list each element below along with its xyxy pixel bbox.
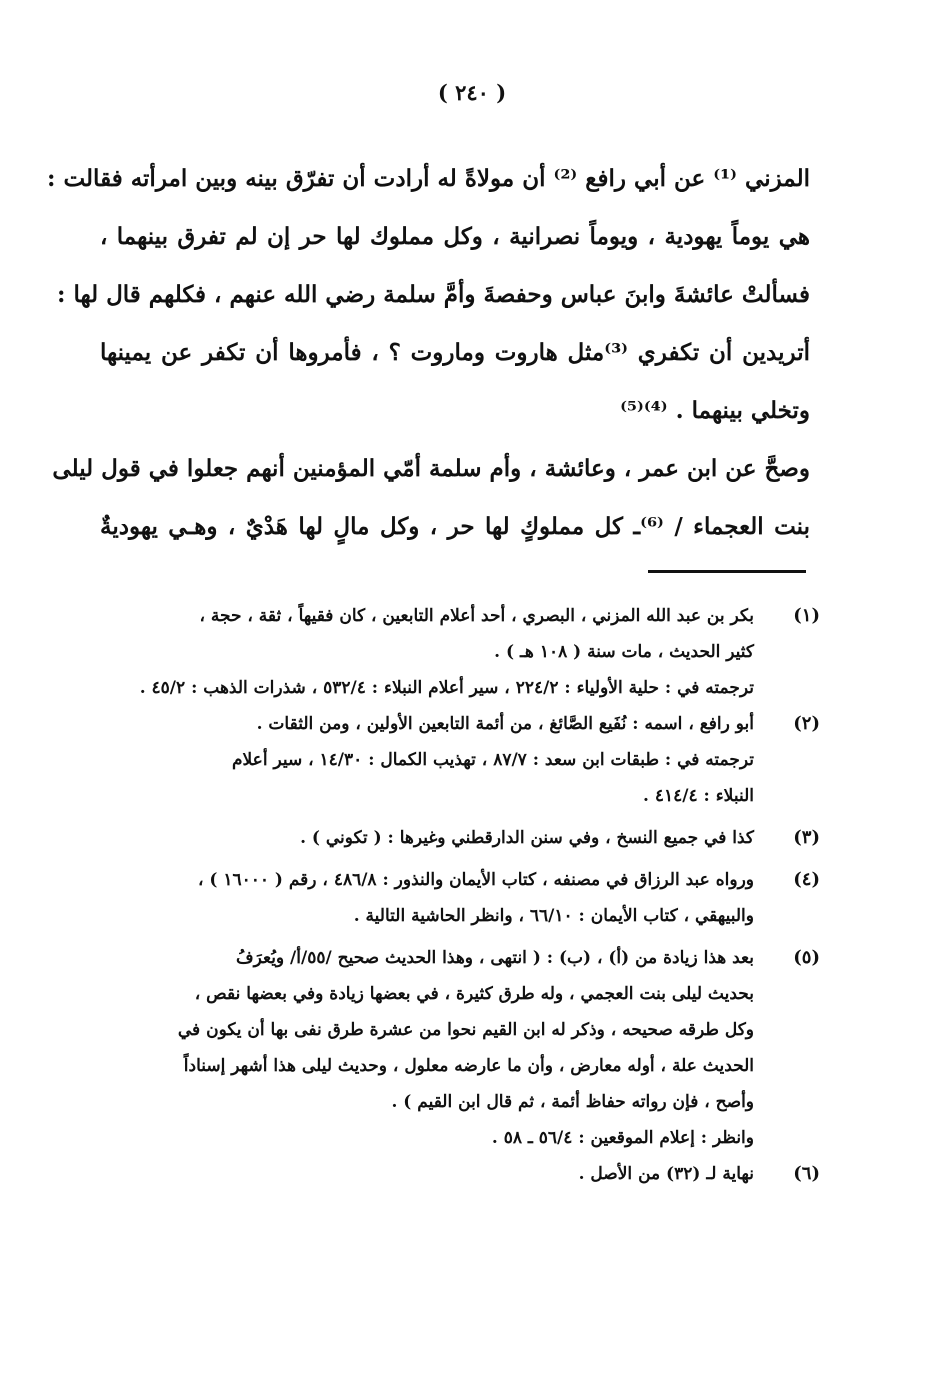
footnote-line: وكل طرقه صحيحه ، وذكر له ابن القيم نحوا من عشرة طرق نفى بها أن يكون في — [177, 1020, 754, 1040]
footnote-line: كثير الحديث ، مات سنة ( ١٠٨ هـ ) . — [494, 642, 754, 662]
page-number: ( ٢٤٠ ) — [437, 80, 507, 105]
main-text-line: هي يوماً يهودية ، ويوماً نصرانية ، وكل مملوك لها حر إن لم تفرق بينهما ، — [100, 223, 810, 250]
footnote-line: بعد هذا زيادة من (أ) ، (ب) : ( انتهى ، وهذا الحديث صحيح /٥٥/أ/ ويُعرَفُ — [235, 948, 754, 968]
main-text-line: وصحَّ عن ابن عمر ، وعائشة ، وأم سلمة أمّي المؤمنين أنهم جعلوا في قول ليلى — [52, 455, 810, 482]
footnote-line: ترجمته في : طبقات ابن سعد : ٨٧/٧ ، تهذيب الكمال : ١٤/٣٠ ، سير أعلام — [232, 750, 754, 770]
footnote — [100, 706, 820, 814]
footnote-line: ورواه عبد الرزاق في مصنفه ، كتاب الأيمان والنذور : ٤٨٦/٨ ، رقم ( ١٦٠٠٠ ) ، — [197, 870, 754, 890]
main-text-line: المزني ⁽¹⁾ عن أبي رافع ⁽²⁾ أن مولاةً له أرادت أن تفرّق بينه وبين امرأته فقالت : — [46, 165, 810, 192]
footnote-line: النبلاء : ٤١٤/٤ . — [643, 786, 754, 806]
footnote — [100, 940, 820, 1156]
main-text-line: أتريدين أن تكفري ⁽³⁾مثل هاروت وماروت ؟ ، فأمروها أن تكفر عن يمينها — [100, 339, 810, 366]
footnote — [100, 820, 820, 856]
footnote-separator — [648, 570, 806, 573]
footnote-number: (١) — [793, 605, 820, 626]
footnote-line: بحديث ليلى بنت العجمي ، وله طرق كثيرة ، في بعضها زيادة وفي بعضها نقص ، — [194, 984, 754, 1004]
footnote-body — [100, 820, 754, 856]
main-text-line: بنت العجماء / ⁽⁶⁾ـ كل مملوكٍ لها حر ، وكل مالٍ لها هَدْيٌ ، وهـي يهوديةٌ — [100, 513, 810, 540]
footnote — [100, 598, 820, 706]
main-text — [46, 150, 810, 556]
footnote-number: (٦) — [793, 1163, 820, 1184]
footnote-body — [100, 706, 754, 814]
main-text-line: وتخلي بينهما . ⁽⁴⁾⁽⁵⁾ — [620, 397, 810, 424]
footnote-body — [100, 862, 754, 934]
footnote-line: نهاية لـ (٣٢) من الأصل . — [578, 1164, 754, 1184]
footnote-line: الحديث علة ، أوله معارض ، وأن ما عارضه معلول ، وحديث ليلى هذا أشهر إسناداً — [183, 1056, 754, 1076]
footnote-line: كذا في جميع النسخ ، وفي سنن الدارقطني وغيرها : ( تكوني ) . — [300, 828, 754, 848]
footnote-number: (٤) — [793, 869, 820, 890]
footnote-line: أبو رافع ، اسمه : نُفَيع الصَّائغ ، من أئمة التابعين الأولين ، ومن الثقات . — [256, 714, 754, 734]
footnote-number: (٣) — [793, 827, 820, 848]
footnote-line: وانظر : إعلام الموقعين : ٥٦/٤ ـ ٥٨ . — [491, 1128, 754, 1148]
footnote-line: والبيهقي ، كتاب الأيمان : ٦٦/١٠ ، وانظر الحاشية التالية . — [353, 906, 754, 926]
footnote-line: ترجمته في : حلية الأولياء : ٢٢٤/٢ ، سير أعلام النبلاء : ٥٣٢/٤ ، شذرات الذهب : ٤٥/٢ . — [139, 678, 754, 698]
footnote-line: بكر بن عبد الله المزني ، البصري ، أحد أعلام التابعين ، كان فقيهاً ، ثقة ، حجة ، — [199, 606, 754, 626]
footnote-body — [100, 940, 754, 1156]
main-text-line: فسألتْ عائشةَ وابنَ عباس وحفصةَ وأمَّ سلمة رضي الله عنهم ، فكلهم قال لها : — [56, 281, 810, 308]
footnote-line: وأصح ، فإن رواته حفاظ أئمة ، ثم قال ابن القيم ) . — [391, 1092, 754, 1112]
footnote-body — [100, 598, 754, 706]
footnote — [100, 862, 820, 934]
footnote-body — [100, 1156, 754, 1192]
footnote — [100, 1156, 820, 1192]
footnote-number: (٢) — [793, 713, 820, 734]
footnote-number: (٥) — [793, 947, 820, 968]
footnotes — [100, 598, 820, 1192]
